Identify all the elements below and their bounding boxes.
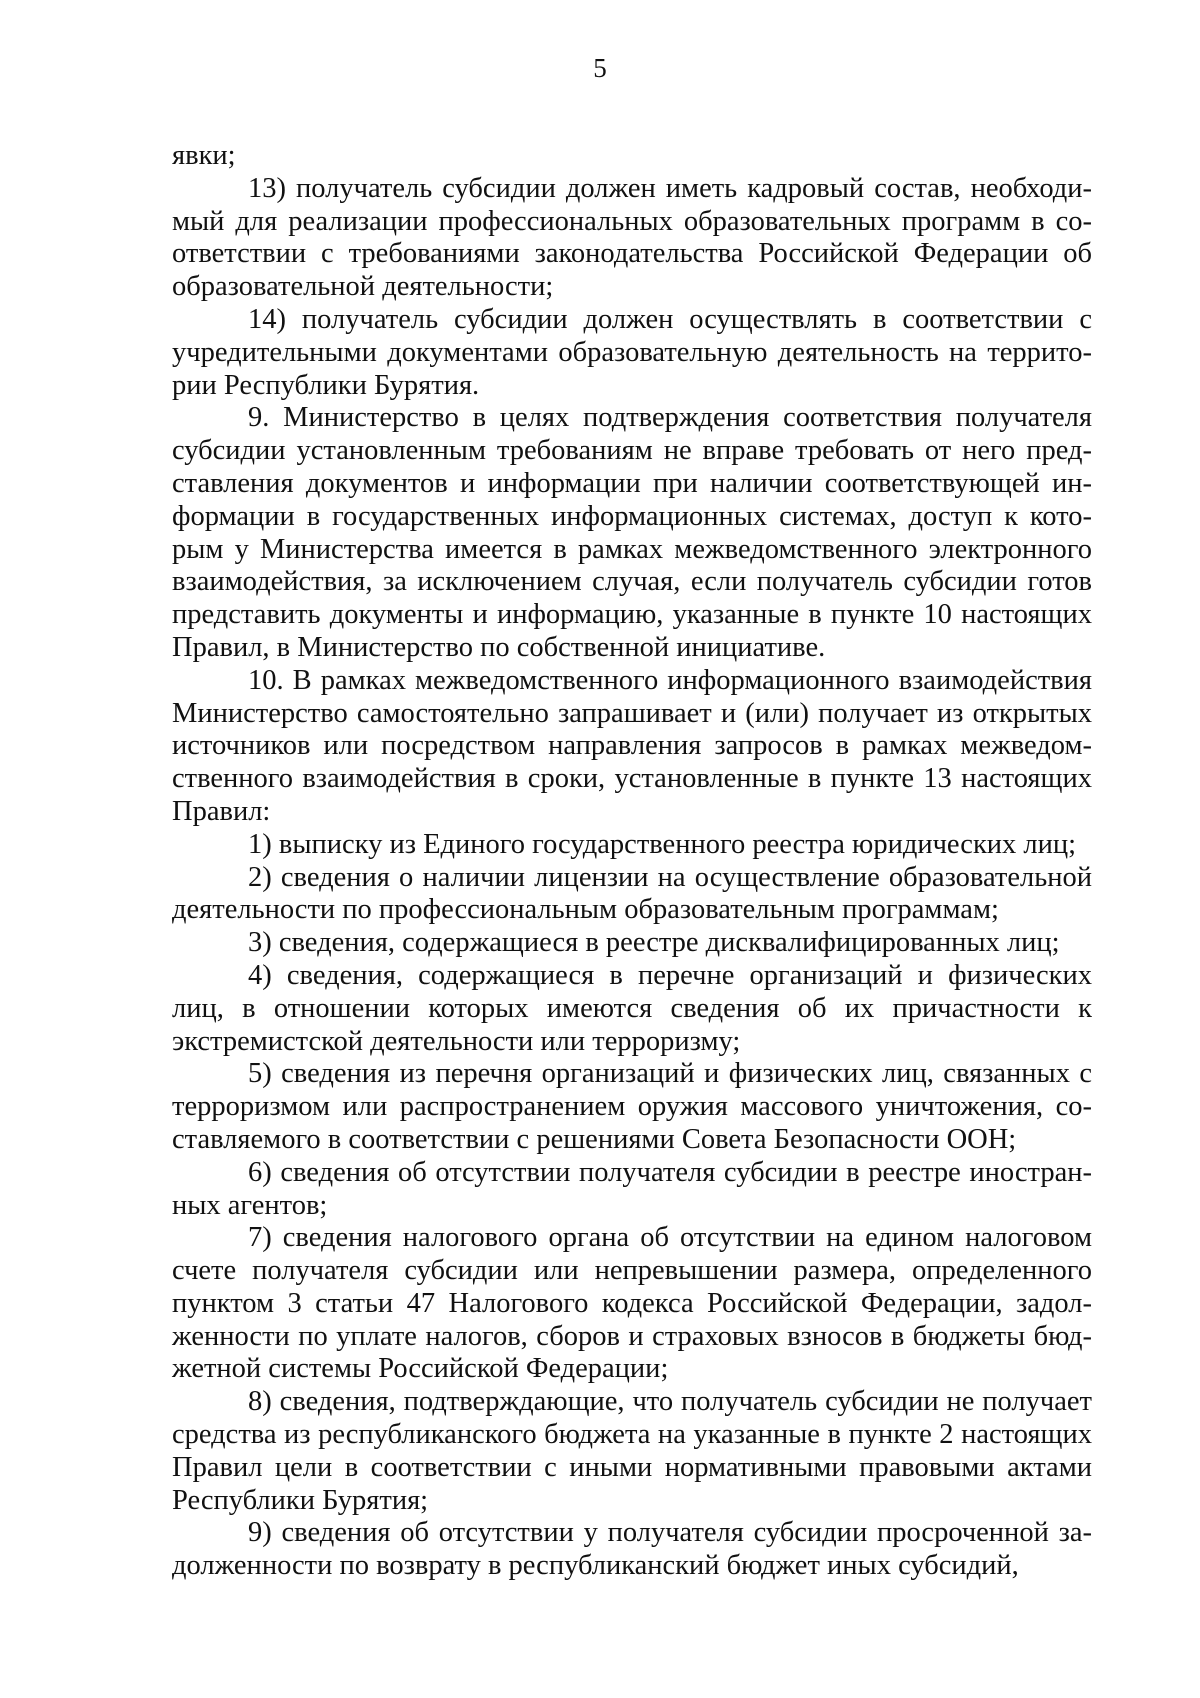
page-number: 5 — [593, 53, 607, 83]
list-item-4: 4) сведения, содержащиеся в перечне организаций и физических лиц, в отношении которых имеются сведения об их причастности к экстремистской деятельности или терроризму; — [172, 959, 1092, 1057]
paragraph-clause-10: 10. В рамках межведомственного информационного взаимодействия Министерство самостоятельно запрашивает и (или) получает из открытых источников или посредством направления запросов в рамках межведомственного взаимодействия в сроки, установленные в пункте 13 настоящих Правил: — [172, 664, 1092, 827]
paragraph-clause-9: 9. Министерство в целях подтверждения соответствия получателя субсидии установленным требованиям не вправе требовать от него представления документов и информации при наличии соответствующей информации в государственных информационных системах, доступ к которым у Министерства имеется в рамках межведомственного электронного взаимодействия, за исключением случая, если получатель субсидии готов представить документы и информацию, указанные в пункте 10 настоящих Правил, в Министерство по собственной инициативе. — [172, 402, 1092, 663]
paragraph-item-14: 14) получатель субсидии должен осуществлять в соответствии с учредительными документами образовательную деятельность на территории Республики Бурятия. — [172, 303, 1092, 401]
list-item-9: 9) сведения об отсутствии у получателя субсидии просроченной задолженности по возврату в республиканский бюджет иных субсидий, — [172, 1517, 1092, 1582]
document-body — [172, 140, 1092, 1583]
list-item-7: 7) сведения налогового органа об отсутствии на едином налоговом счете получателя субсидии или непревышении размера, определенного пунктом 3 статьи 47 Налогового кодекса Российской Федерации, задолженности по уплате налогов, сборов и страховых взносов в бюджеты бюджетной системы Российской Федерации; — [172, 1222, 1092, 1385]
list-item-2: 2) сведения о наличии лицензии на осуществление образовательной деятельности по профессиональным образовательным программам; — [172, 861, 1092, 926]
paragraph-item-13: 13) получатель субсидии должен иметь кадровый состав, необходимый для реализации профессиональных образовательных программ в соответствии с требованиями законодательства Российской Федерации об образовательной деятельности; — [172, 172, 1092, 303]
list-item-6: 6) сведения об отсутствии получателя субсидии в реестре иностранных агентов; — [172, 1156, 1092, 1221]
list-item-5: 5) сведения из перечня организаций и физических лиц, связанных с терроризмом или распространением оружия массового уничтожения, составляемого в соответствии с решениями Совета Безопасности ООН; — [172, 1058, 1092, 1155]
list-item-3: 3) сведения, содержащиеся в реестре дисквалифицированных лиц; — [248, 927, 1060, 959]
list-item-8: 8) сведения, подтверждающие, что получатель субсидии не получает средства из республиканского бюджета на указанные в пункте 2 настоящих Правил цели в соответствии с иными нормативными правовыми актами Республики Бурятия; — [172, 1386, 1092, 1516]
list-item-1: 1) выписку из Единого государственного реестра юридических лиц; — [248, 828, 1077, 860]
paragraph-continuation: явки; — [172, 140, 236, 171]
